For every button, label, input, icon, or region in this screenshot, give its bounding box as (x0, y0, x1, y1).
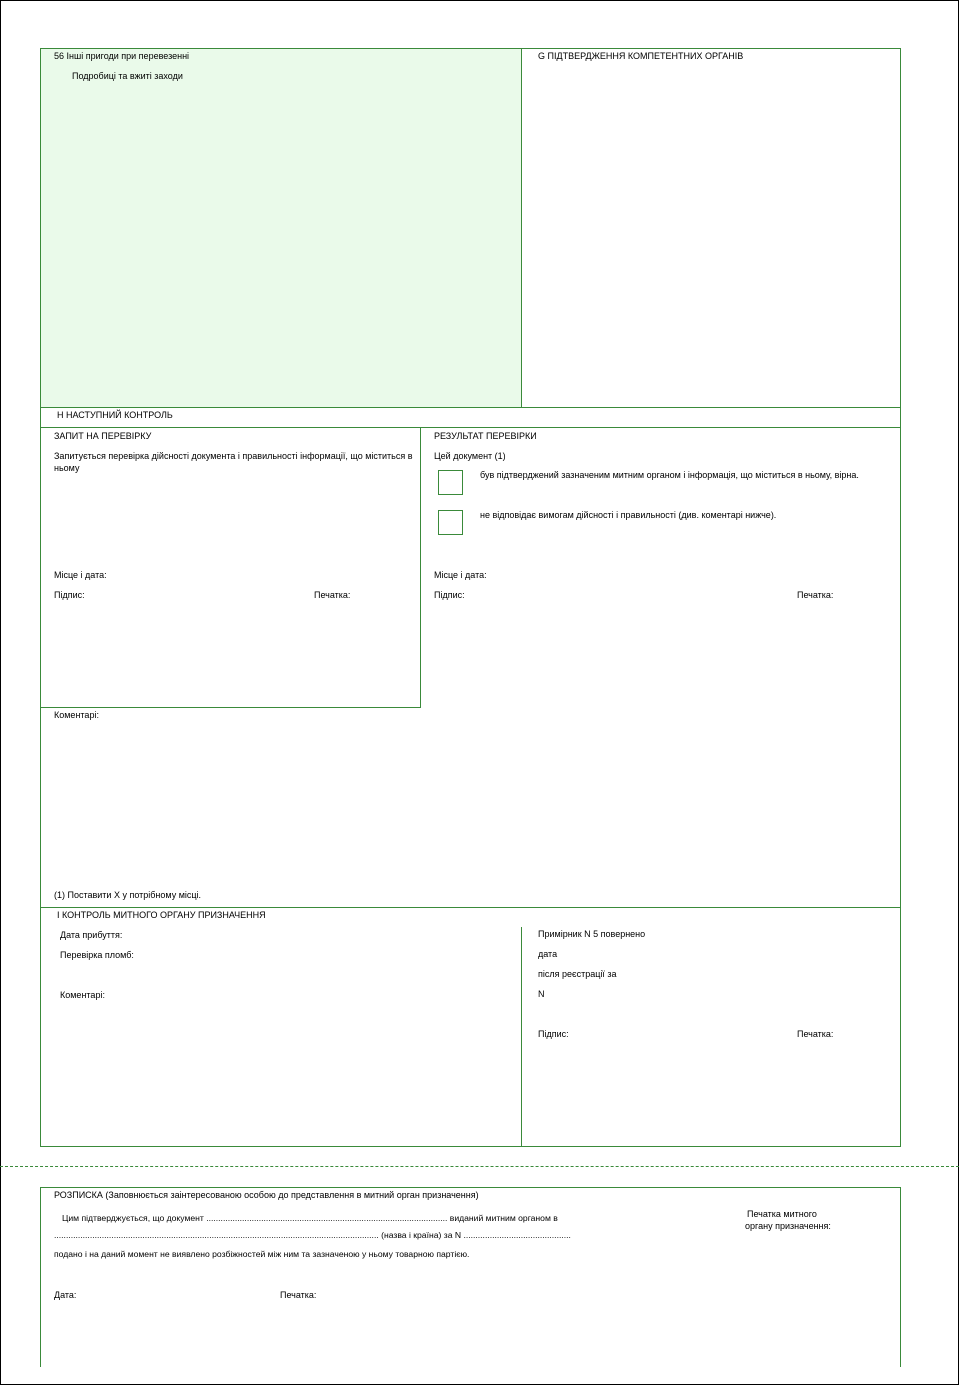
request-text: Запитується перевірка дійсності документа і правильності інформації, що міститься в ньому (54, 451, 413, 473)
arrival-date-label: Дата прибуття: (60, 930, 123, 940)
divider-56-g (521, 48, 522, 408)
receipt-line-1: Цим підтверджується, що документ ..................................................................................................... виданий митним органом в (62, 1213, 558, 1223)
i-number-label: N (538, 989, 545, 999)
receipt-line-3: подано і на даний момент не виявлено розбіжностей між ним та зазначеною у ньому товарною партією. (54, 1249, 470, 1259)
receipt-right-border (900, 1187, 901, 1367)
h-comments-label: Коментарі: (54, 710, 99, 720)
receipt-left-border (40, 1187, 41, 1367)
cut-line (0, 1166, 959, 1167)
form-top-border (40, 48, 901, 49)
divider-request-bottom (40, 707, 421, 708)
after-registration-label: після реєстрації за (538, 969, 617, 979)
divider-h-top (40, 407, 901, 408)
result-signature-label: Підпис: (434, 590, 465, 600)
box-i-title: I КОНТРОЛЬ МИТНОГО ОРГАНУ ПРИЗНАЧЕННЯ (57, 910, 266, 920)
receipt-stamp-label: Печатка: (280, 1290, 317, 1300)
box-56-title: 56 Інші пригоди при перевезенні (54, 51, 190, 61)
receipt-top-border (40, 1187, 901, 1188)
i-signature-label: Підпис: (538, 1029, 569, 1039)
receipt-stamp-label-2: органу призначення: (745, 1221, 831, 1231)
receipt-line-2: ........................................................................................................................................ (назва і країна) за N ............................................. (54, 1230, 571, 1240)
result-stamp-label: Печатка: (797, 590, 834, 600)
divider-h-sub (40, 427, 901, 428)
form-left-border (40, 48, 41, 1147)
request-place-date-label: Місце і дата: (54, 570, 107, 580)
box-h-title: H НАСТУПНИЙ КОНТРОЛЬ (57, 410, 173, 420)
divider-i-columns (521, 927, 522, 1147)
divider-request-result (420, 427, 421, 707)
i-stamp-label: Печатка: (797, 1029, 834, 1039)
form-bottom-border (40, 1146, 901, 1147)
seal-check-label: Перевірка пломб: (60, 950, 134, 960)
divider-i-top (40, 907, 901, 908)
result-confirmed-text: був підтверджений зазначеним митним органом і інформація, що міститься в ньому, вірна. (480, 470, 859, 480)
result-confirmed-checkbox[interactable] (438, 470, 463, 495)
receipt-stamp-label-1: Печатка митного (747, 1209, 817, 1219)
box-56-background (41, 49, 521, 407)
result-not-valid-text: не відповідає вимогам дійсності і правильності (див. коментарі нижче). (480, 510, 777, 520)
result-document-label: Цей документ (1) (434, 451, 506, 461)
box-g-title: G ПІДТВЕРДЖЕННЯ КОМПЕТЕНТНИХ ОРГАНІВ (538, 51, 744, 61)
request-stamp-label: Печатка: (314, 590, 351, 600)
receipt-title: РОЗПИСКА (Заповнюється заінтересованою особою до представлення в митний орган призначення) (54, 1190, 479, 1200)
result-not-valid-checkbox[interactable] (438, 510, 463, 535)
receipt-date-label: Дата: (54, 1290, 77, 1300)
result-place-date-label: Місце і дата: (434, 570, 487, 580)
box-56-details-label: Подробиці та вжиті заходи (72, 71, 183, 81)
i-date-label: дата (538, 949, 558, 959)
h-footnote: (1) Поставити X у потрібному місці. (54, 890, 202, 900)
result-title: РЕЗУЛЬТАТ ПЕРЕВІРКИ (434, 431, 537, 441)
request-title: ЗАПИТ НА ПЕРЕВІРКУ (54, 431, 152, 441)
request-signature-label: Підпис: (54, 590, 85, 600)
i-comments-label: Коментарі: (60, 990, 105, 1000)
copy-returned-label: Примірник N 5 повернено (538, 929, 646, 939)
form-right-border (900, 48, 901, 1147)
